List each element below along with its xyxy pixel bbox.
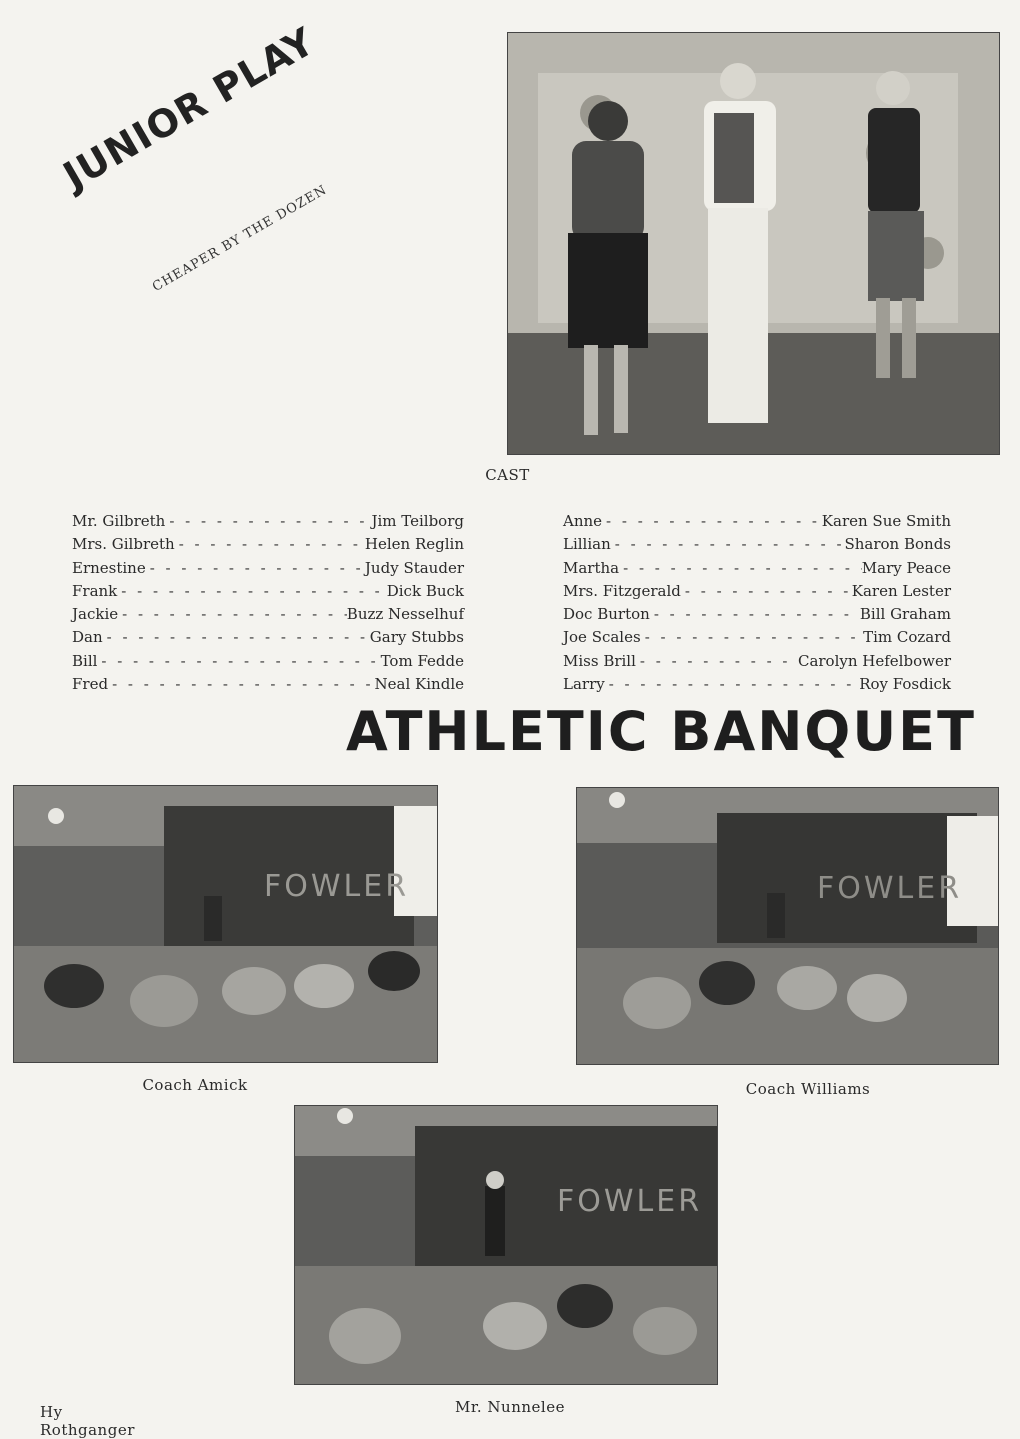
cast-row [72,533,464,556]
leader-dashes [117,580,386,603]
cast-role: Anne [563,512,603,530]
cast-actor: Buzz Nesselhuf [346,605,464,624]
cast-role: Mrs. Fitzgerald [563,581,681,600]
cast-row [563,580,951,603]
cast-actor: Carolyn Hefelbower [797,651,951,670]
cast-actor: Jim Teilborg [371,512,464,530]
junior-play-title: JUNIOR PLAY [56,18,323,199]
fowler-banner-text: FOWLER [264,869,410,904]
leader-dashes [681,580,852,603]
cast-row [72,626,464,649]
cast-row [72,603,464,626]
cast-role: Mr. Gilbreth [72,512,166,530]
leader-dashes [619,557,862,580]
cast-row [72,580,464,603]
cast-role: Bill [72,651,98,670]
cast-role: Jackie [72,605,119,624]
leader-dashes [650,603,860,626]
cast-actor: Karen Sue Smith [821,512,951,530]
athletic-banquet-title: ATHLETIC BANQUET [346,700,976,763]
cast-actor: Mary Peace [861,558,951,577]
cast-row [72,673,464,696]
cast-role: Martha [563,558,620,577]
leader-dashes [108,673,374,696]
cast-row [563,650,951,673]
caption-coach-amick: Coach Amick [142,1076,248,1094]
leader-dashes [118,603,347,626]
cast-actor: Tom Fedde [380,651,464,670]
cast-list-left [72,510,464,696]
cast-list-right [563,510,951,696]
cast-role: Miss Brill [563,651,636,670]
cast-row [72,557,464,580]
cast-row [563,626,951,649]
fowler-banner-text: FOWLER [557,1184,703,1219]
cast-actor: Bill Graham [859,605,951,624]
cast-row [72,650,464,673]
leader-dashes [146,557,365,580]
cast-role: Joe Scales [563,628,641,647]
fowler-banner-text: FOWLER [817,871,963,906]
banquet-photo-coach-williams [576,787,999,1065]
leader-dashes [165,510,371,533]
cast-role: Larry [563,675,605,694]
leader-dashes [636,650,798,673]
cast-actor: Tim Cozard [863,628,951,647]
cast-actor: Roy Fosdick [859,675,951,694]
leader-dashes [175,533,365,556]
cast-role: Dan [72,628,103,647]
banquet-photo-mr-nunnelee [294,1105,718,1385]
cast-role: Doc Burton [563,605,650,624]
leader-dashes [602,510,822,533]
cast-role: Frank [72,581,118,600]
cast-row [563,673,951,696]
banquet-photo-coach-amick [13,785,438,1063]
cast-role: Mrs. Gilbreth [72,535,175,554]
leader-dashes [605,673,860,696]
cast-row [563,510,951,533]
cast-role: Lillian [563,535,611,554]
cast-actor: Judy Stauder [364,558,464,577]
cast-role: Fred [72,675,109,694]
cast-role: Ernestine [72,558,146,577]
cast-actor: Helen Reglin [364,535,464,554]
photographer-credit: Hy Rothganger [40,1403,135,1439]
caption-coach-williams: Coach Williams [745,1080,871,1098]
cast-actor: Neal Kindle [374,675,464,694]
caption-mr-nunnelee: Mr. Nunnelee [455,1398,565,1416]
cast-row [563,557,951,580]
cast-row [563,603,951,626]
cast-actor: Dick Buck [386,581,464,600]
cast-actor: Gary Stubbs [369,628,464,647]
cast-photo [507,32,1000,455]
cast-actor: Karen Lester [851,581,951,600]
leader-dashes [641,626,863,649]
cast-row [563,533,951,556]
cast-photo-caption: CAST [485,466,530,484]
cast-actor: Sharon Bonds [844,535,951,554]
leader-dashes [103,626,370,649]
leader-dashes [97,650,380,673]
leader-dashes [611,533,845,556]
cast-row [72,510,464,533]
junior-play-subtitle: CHEAPER BY THE DOZEN [150,182,330,295]
